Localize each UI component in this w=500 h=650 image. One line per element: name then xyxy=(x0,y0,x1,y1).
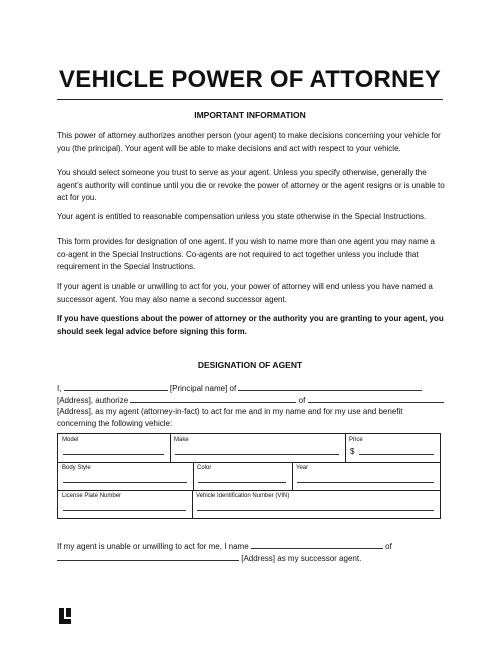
legal-advice-notice: If you have questions about the power of attorney or the authority you are granting to your agent, you should seek legal advice before signing this form. xyxy=(57,314,444,336)
year-cell[interactable] xyxy=(292,462,440,490)
designation-of-agent-heading: DESIGNATION OF AGENT xyxy=(197,360,303,370)
info-paragraph-2: You should select someone you trust to serve as your agent. Unless you specify otherwise, generally the agent’s authority will continue until you die or revoke the power of attorney or the agent resigns or is unable to act for you. xyxy=(57,168,445,202)
make-cell[interactable] xyxy=(170,434,345,462)
model-cell[interactable] xyxy=(58,434,170,462)
color-field[interactable] xyxy=(198,482,286,483)
body-style-label: Body Style xyxy=(62,465,91,471)
successor-of-label: of xyxy=(385,542,392,551)
info-paragraph-1: This power of attorney authorizes another person (your agent) to make decisions concerning your vehicle for you (the principal). Your agent will be able to make decisions and act with respect to your vehicle. xyxy=(57,131,441,153)
body-style-cell[interactable] xyxy=(58,462,193,490)
successor-name-field[interactable] xyxy=(251,540,383,549)
vin-field[interactable] xyxy=(197,510,434,511)
designation-line-3: [Address], as my agent (attorney-in-fact) to act for me and in my name and for my use and benefit xyxy=(57,407,403,416)
principal-name-label: [Principal name] of xyxy=(169,384,237,393)
year-label: Year xyxy=(296,465,309,471)
info-paragraph-4: This form provides for designation of one agent. If you wish to name more than one agent you may name a co-agent in the Special Instructions. Co-agents are not required to act together unless you include that requirement in the Special Instructions. xyxy=(57,237,435,271)
principal-name-field[interactable] xyxy=(64,382,168,391)
vin-cell[interactable] xyxy=(192,490,440,518)
year-field[interactable] xyxy=(297,482,434,483)
of-label: of xyxy=(298,396,306,405)
info-paragraph-5: If your agent is unable or unwilling to act for you, your power of attorney will end unless you have named a successor agent. You may also name a second successor agent. xyxy=(57,282,433,304)
document-title: VEHICLE POWER OF ATTORNEY xyxy=(59,66,441,93)
make-field[interactable] xyxy=(175,454,339,455)
currency-symbol: $ xyxy=(350,447,355,456)
make-label: Make xyxy=(174,437,189,443)
price-field[interactable] xyxy=(359,454,434,455)
vin-label: Vehicle Identification Number (VIN) xyxy=(196,493,290,499)
model-label: Model xyxy=(62,437,79,443)
body-style-field[interactable] xyxy=(63,482,187,483)
color-label: Color xyxy=(197,465,212,471)
document-logo-icon xyxy=(58,608,72,624)
principal-address-field[interactable] xyxy=(238,382,422,391)
agent-address-field[interactable] xyxy=(308,394,444,403)
successor-address-field[interactable] xyxy=(57,552,239,561)
price-label: Price xyxy=(349,437,363,443)
license-plate-field[interactable] xyxy=(63,510,186,511)
title-divider xyxy=(57,99,443,100)
vehicle-details-table xyxy=(57,433,441,519)
price-cell[interactable] xyxy=(345,434,440,462)
agent-name-field[interactable] xyxy=(130,394,296,403)
license-plate-label: License Plate Number xyxy=(62,493,122,499)
successor-address-label: [Address] as my successor agent. xyxy=(241,554,362,563)
license-plate-cell[interactable] xyxy=(58,490,192,518)
model-field[interactable] xyxy=(63,454,164,455)
successor-intro-label: If my agent is unable or unwilling to act for me, I name xyxy=(57,542,249,551)
info-paragraph-3: Your agent is entitled to reasonable compensation unless you state otherwise in the Special Instructions. xyxy=(57,212,427,221)
designation-line-4: concerning the following vehicle: xyxy=(57,419,173,428)
color-cell[interactable] xyxy=(193,462,292,490)
address-authorize-label: [Address], authorize xyxy=(57,396,129,405)
important-information-heading: IMPORTANT INFORMATION xyxy=(194,110,306,120)
i-label: I, xyxy=(57,384,62,393)
successor-line-2 xyxy=(57,552,361,565)
